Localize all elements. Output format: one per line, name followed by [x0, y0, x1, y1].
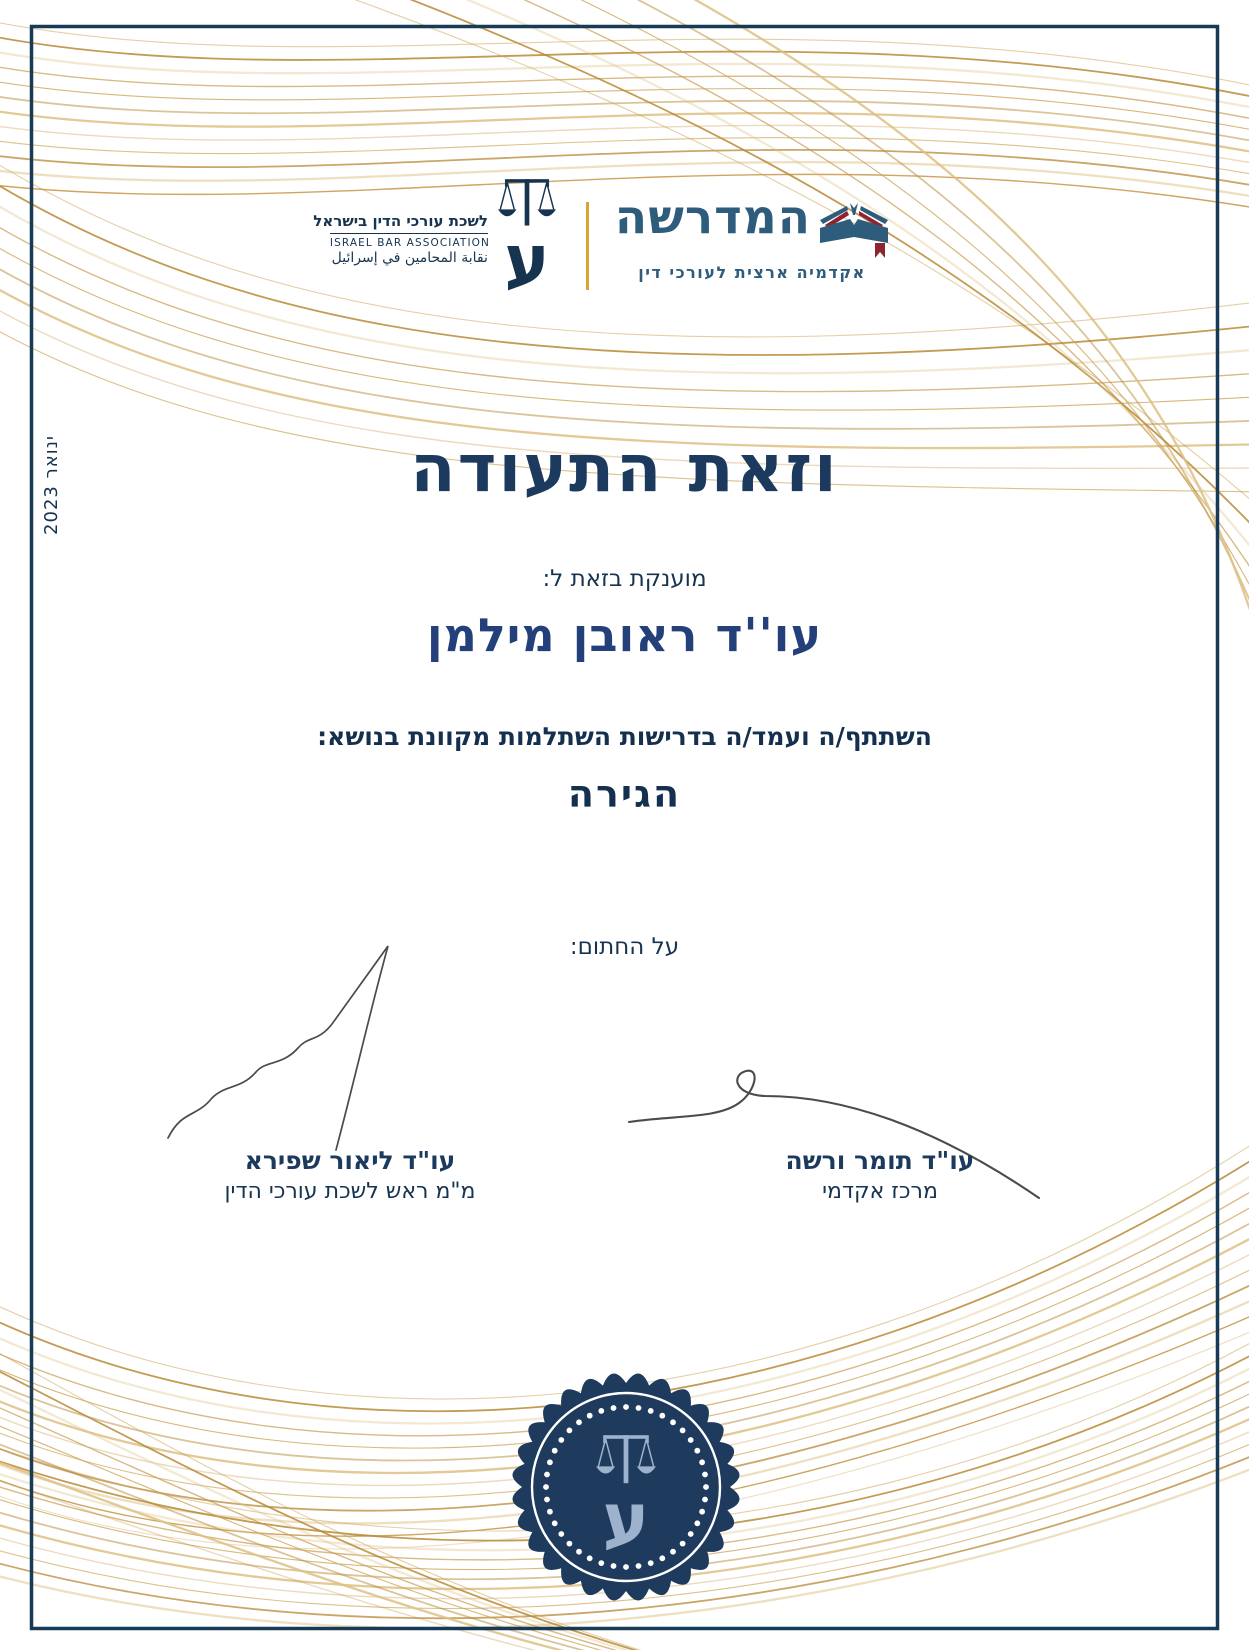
signer-title: מ"מ ראש לשכת עורכי הדין	[224, 1179, 476, 1204]
signer-name: עו"ד ליאור שפירא	[244, 1146, 456, 1175]
official-seal	[509, 1370, 743, 1604]
bar-association-name-hebrew: לשכת עורכי הדין בישראל	[330, 212, 488, 234]
signature-stroke-left	[160, 938, 410, 1153]
bar-association-logo-text	[313, 212, 490, 266]
header-logos	[0, 170, 1249, 294]
course-subject: הגירה	[567, 772, 682, 816]
academy-name: המדרשה	[614, 190, 812, 245]
signature-block-left	[180, 1146, 520, 1204]
granted-to-label: מוענקת בזאת ל:	[542, 566, 707, 592]
signer-name: עו"ד תומר ורשה	[785, 1146, 975, 1175]
open-book-icon	[819, 198, 889, 258]
signer-title: מרכז אקדמי	[822, 1179, 938, 1204]
recipient-name: עו''ד ראובן מילמן	[426, 608, 823, 662]
academy-tagline: אקדמיה ארצית לעורכי דין	[638, 263, 866, 282]
bar-association-name-arabic: نقابة المحامين في إسرائيل	[331, 250, 488, 266]
academy-logo	[614, 190, 889, 282]
vertical-date: ינואר 2023	[41, 435, 62, 535]
certificate-title: וזאת התעודה	[410, 430, 839, 507]
signature-block-right	[710, 1146, 1050, 1204]
signed-by-label: על החתום:	[569, 934, 680, 960]
completion-text: השתתף/ה ועמד/ה בדרישות השתלמות מקוונת בנושא:	[317, 722, 932, 751]
bar-association-name-english: ISRAEL BAR ASSOCIATION	[329, 237, 490, 249]
bar-association-emblem-icon	[498, 178, 556, 294]
gold-divider-line	[586, 202, 589, 290]
